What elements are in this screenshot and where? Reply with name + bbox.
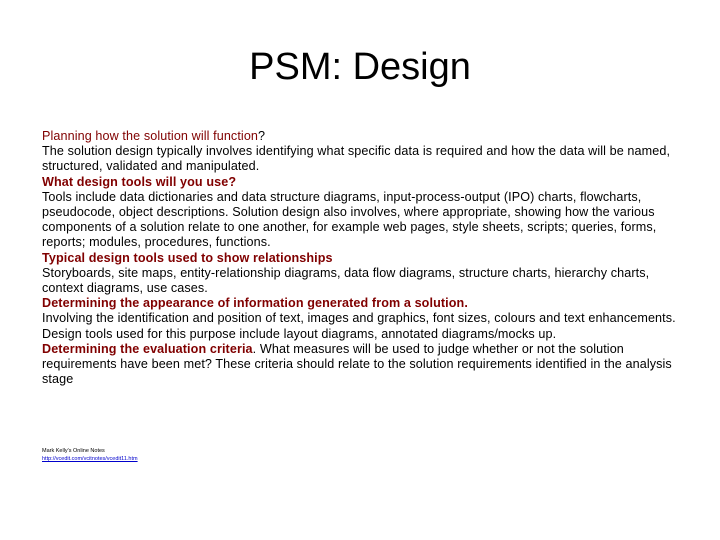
section-body: Tools include data dictionaries and data structure diagrams, input-process-output (IPO) charts, flowcharts, pseudocode, object descriptions. Solution design also involves, where appropriate, showing how the various components of a solution relate to one another, for example web pages, style sheets, scripts; queries, forms, reports; modules, procedures, functions. — [42, 189, 657, 250]
footer-author: Mark Kelly's Online Notes — [42, 448, 105, 454]
section-evaluation — [42, 342, 682, 388]
section-body: Involving the identification and position of text, images and graphics, font sizes, colours and text enhancements. Design tools used for this purpose include layout diagrams, annotated diagrams/mocks up. — [42, 311, 676, 341]
slide-body — [42, 129, 682, 387]
section-heading: Typical design tools used to show relationships — [42, 250, 333, 265]
section-heading: Determining the appearance of information generated from a solution. — [42, 296, 468, 311]
section-body: The solution design typically involves identifying what specific data is required and how the data will be named, structured, validated and manipulated. — [42, 144, 671, 174]
footer — [42, 447, 138, 463]
footer-link[interactable]: http://vcedit.com/vcitnotes/vcedit11.htm — [42, 456, 138, 462]
section-heading: Planning how the solution will function — [42, 129, 259, 143]
section-heading-suffix: ? — [258, 129, 266, 143]
section-body: What measures will be used to judge whether or not the solution requirements have been met? These criteria should relate to the solution requirements identified in the analysis stage — [42, 341, 672, 387]
slide-title: PSM: Design — [249, 46, 471, 88]
section-heading-suffix: . — [252, 341, 257, 356]
section-heading: What design tools will you use? — [42, 174, 237, 189]
section-planning — [42, 129, 682, 144]
section-body: Storyboards, site maps, entity-relationship diagrams, data flow diagrams, structure charts, hierarchy charts, context diagrams, use cases. — [42, 265, 650, 296]
section-heading: Determining the evaluation criteria — [42, 341, 253, 356]
